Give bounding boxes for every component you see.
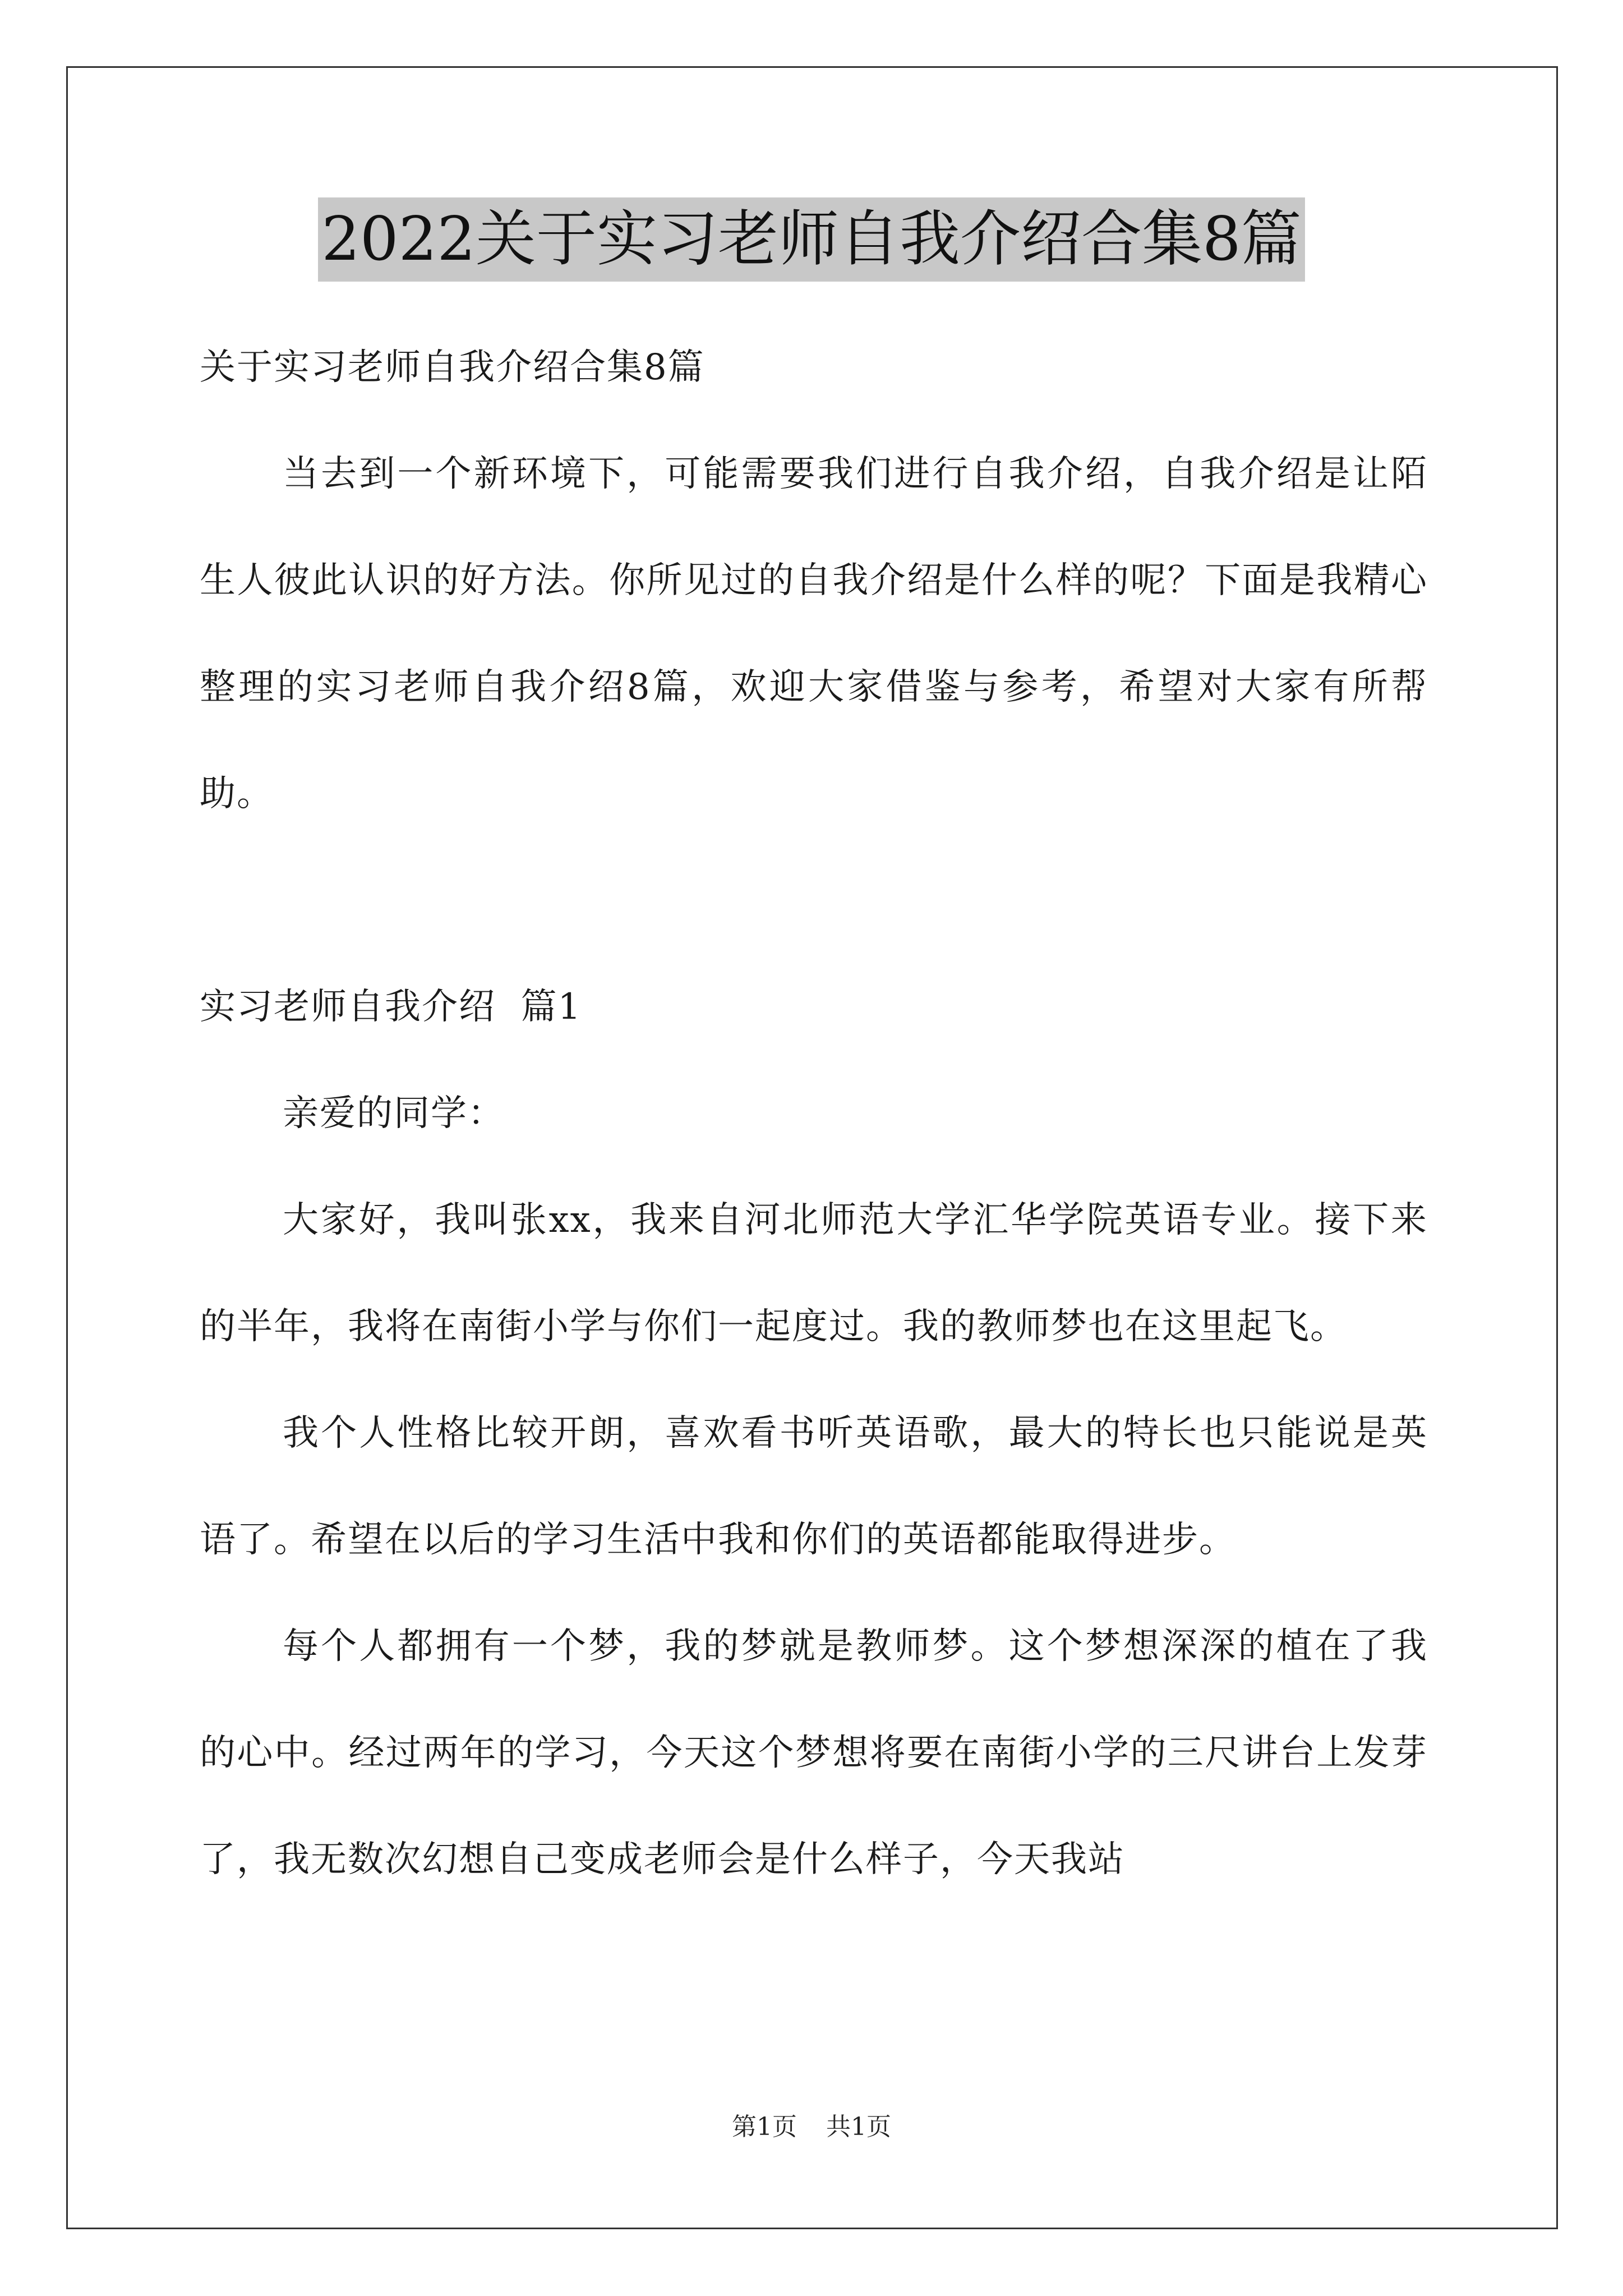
page-number-total: 共1页 (826, 2113, 891, 2141)
document-body (200, 314, 1428, 1913)
page-number-current: 第1页 (732, 2113, 797, 2141)
intro-paragraph: 当去到一个新环境下，可能需要我们进行自我介绍，自我介绍是让陌生人彼此认识的好方法。你所见过的自我介绍是什么样的呢？下面是我精心整理的实习老师自我介绍8篇，欢迎大家借鉴与参考，希望对大家有所帮助。 (200, 453, 1428, 815)
body-paragraph: 大家好，我叫张xx，我来自河北师范大学汇华学院英语专业。接下来的半年，我将在南街小学与你们一起度过。我的教师梦也在这里起飞。 (200, 1199, 1428, 1347)
document-title-text: 2022关于实习老师自我介绍合集8篇 (318, 197, 1305, 282)
document-title (0, 197, 1623, 282)
section-heading: 实习老师自我介绍 篇1 (200, 986, 582, 1028)
document-subtitle: 关于实习老师自我介绍合集8篇 (200, 347, 705, 388)
page-footer (0, 2110, 1623, 2144)
body-paragraph: 我个人性格比较开朗，喜欢看书听英语歌，最大的特长也只能说是英语了。希望在以后的学习生活中我和你们的英语都能取得进步。 (200, 1412, 1428, 1561)
greeting-paragraph: 亲爱的同学： (283, 1093, 505, 1134)
body-paragraph: 每个人都拥有一个梦，我的梦就是教师梦。这个梦想深深的植在了我的心中。经过两年的学习，今天这个梦想将要在南街小学的三尺讲台上发芽了，我无数次幻想自己变成老师会是什么样子，今天我站 (200, 1626, 1428, 1880)
